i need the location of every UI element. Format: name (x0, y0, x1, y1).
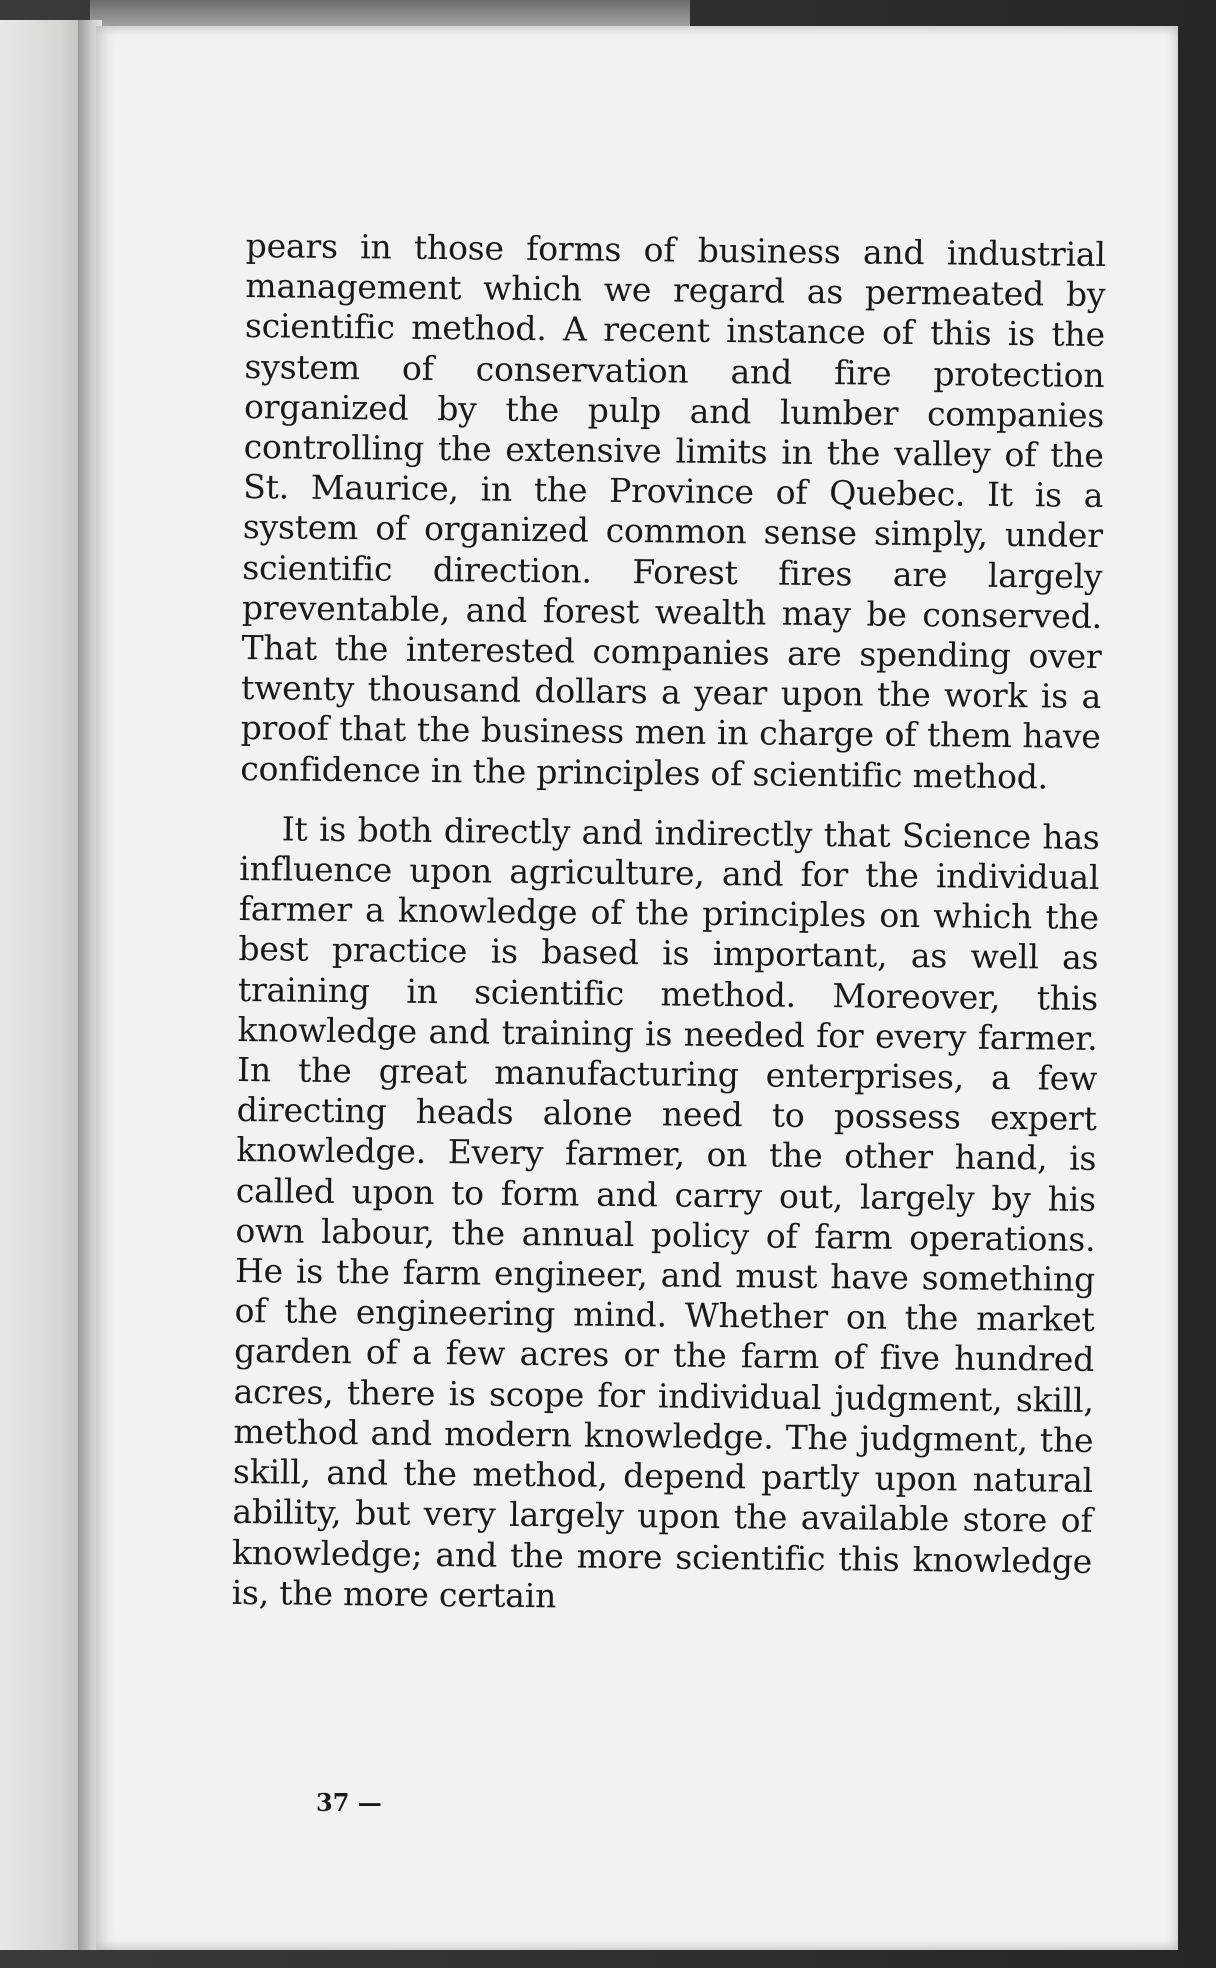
book-page (96, 26, 1178, 1950)
paragraph-2: It is both directly and indirectly that Science has influence upon agriculture, and for the individual farmer a knowledge of the principles on which the best practice is based is important, as well as training in scientific method. Moreover, this knowledge and training is needed for every farmer. In the great manufacturing enterprises, a few directing heads alone need to possess expert knowledge. Every farmer, on the other hand, is called upon to form and carry out, largely by his own labour, the annual policy of farm operations. He is the farm engineer, and must have something of the engineering mind. Whether on the market garden of a few acres or the farm of five hundred acres, there is scope for individual judgment, skill, method and modern knowledge. The judgment, the skill, and the method, depend partly upon natural ability, but very largely upon the available store of knowledge; and the more scientific this knowledge is, the more certain (231, 809, 1100, 1616)
paragraph-1: pears in those forms of business and industrial management which we regard as permeated by scientific method. A recent instance of this is the system of conservation and fire protection organized by the pulp and lumber companies controlling the extensive limits in the valley of the St. Maurice, in the Province of Quebec. It is a system of organized common sense simply, under scientific direction. Forest fires are largely preventable, and forest wealth may be conserved. That the interested companies are spending over twenty thousand dollars a year upon the work is a proof that the business men in charge of them have confidence in the principles of scientific method. (240, 226, 1106, 797)
previous-page-strip (0, 20, 86, 1950)
page-number: 37 — (316, 1788, 382, 1817)
body-text (231, 226, 1105, 1622)
